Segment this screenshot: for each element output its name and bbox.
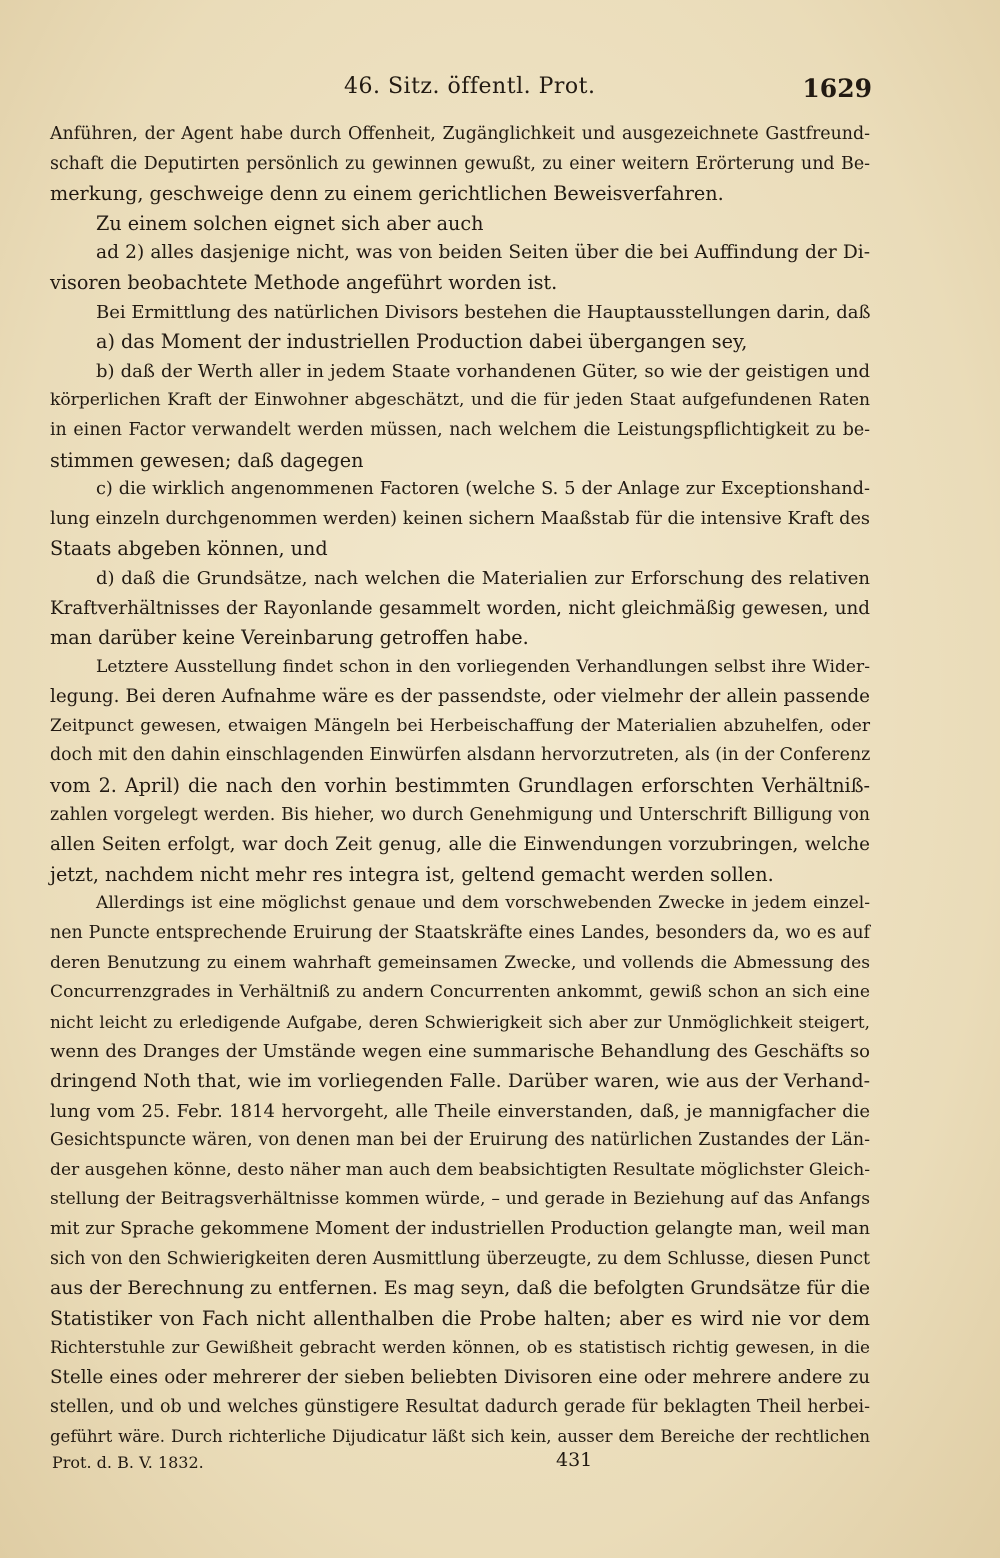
text-line: dringend Noth that, wie im vorliegenden Falle. Darüber waren, wie aus der Verhand- — [50, 1070, 870, 1092]
text-line: a) das Moment der industriellen Production dabei übergangen sey, — [96, 330, 748, 354]
text-line: jetzt, nachdem nicht mehr res integra ist, geltend gemacht werden sollen. — [50, 862, 774, 886]
text-line: ad 2) alles dasjenige nicht, was von beiden Seiten über die bei Auffindung der Di- — [96, 242, 870, 264]
text-line: c) die wirklich angenommenen Factoren (welche S. 5 der Anlage zur Exceptionshand- — [96, 479, 870, 500]
page-footer — [52, 1449, 872, 1475]
text-line: lung vom 25. Febr. 1814 hervorgeht, alle Theile einverstanden, daß, je mannigfacher die — [50, 1100, 870, 1122]
text-line: merkung, geschweige denn zu einem gerichtlichen Beweisverfahren. — [50, 182, 724, 206]
text-line: allen Seiten erfolgt, war doch Zeit genug, alle die Einwendungen vorzubringen, welche — [50, 834, 870, 856]
text-line: stellen, und ob und welches günstigere Resultat dadurch gerade für beklagten Theil herbei- — [50, 1396, 870, 1417]
text-line: körperlichen Kraft der Einwohner abgeschätzt, und die für jeden Staat aufgefundenen Raten — [50, 390, 870, 411]
text-line: Concurrenzgrades in Verhältniß zu andern Concurrenten ankommt, gewiß schon an sich eine — [50, 982, 870, 1003]
page-header — [52, 74, 872, 106]
text-line: Statistiker von Fach nicht allenthalben die Probe halten; aber es wird nie vor dem — [50, 1306, 870, 1330]
text-line: man darüber keine Vereinbarung getroffen habe. — [50, 626, 529, 650]
text-line: Gesichtspuncte wären, von denen man bei der Eruirung des natürlichen Zustandes der Län- — [50, 1130, 870, 1151]
text-line: lung einzeln durchgenommen werden) keinen sichern Maaßstab für die intensive Kraft des — [50, 508, 870, 529]
text-line: der ausgehen könne, desto näher man auch dem beabsichtigten Resultate möglichster Gleich- — [50, 1159, 870, 1180]
text-line: Stelle eines oder mehrerer der sieben beliebten Divisoren eine oder mehrere andere zu — [50, 1366, 870, 1388]
text-line: b) daß der Werth aller in jedem Staate vorhandenen Güter, so wie der geistigen und — [96, 360, 870, 382]
text-line: mit zur Sprache gekommene Moment der industriellen Production gelangte man, weil man — [50, 1218, 870, 1239]
text-line: Anführen, der Agent habe durch Offenheit, Zugänglichkeit und ausgezeichnete Gastfreund- — [50, 124, 870, 144]
text-line: nen Puncte entsprechende Eruirung der Staatskräfte eines Landes, besonders da, wo es auf — [50, 923, 870, 944]
text-line: d) daß die Grundsätze, nach welchen die Materialien zur Erforschung des relativen — [96, 567, 870, 589]
text-line: schaft die Deputirten persönlich zu gewinnen gewußt, zu einer weitern Erörterung und Be- — [50, 153, 870, 174]
text-line: stimmen gewesen; daß dagegen — [50, 448, 364, 472]
text-line: doch mit den dahin einschlagenden Einwürfen alsdann hervorzutreten, als (in der Conferenz — [50, 745, 871, 766]
text-line: Letztere Ausstellung findet schon in den vorliegenden Verhandlungen selbst ihre Wider- — [96, 656, 870, 677]
body-text — [50, 120, 870, 1452]
text-line: Zeitpunct gewesen, etwaigen Mängeln bei Herbeischaffung der Materialien abzuhelfen, oder — [50, 715, 870, 736]
text-line: Zu einem solchen eignet sich aber auch — [96, 211, 484, 235]
text-line: in einen Factor verwandelt werden müssen, nach welchem die Leistungspflichtigkeit zu be- — [50, 419, 870, 440]
text-line: Bei Ermittlung des natürlichen Divisors bestehen die Hauptausstellungen darin, daß — [96, 301, 871, 323]
text-line: geführt wäre. Durch richterliche Dijudicatur läßt sich kein, ausser dem Bereiche der rechtlichen — [50, 1427, 870, 1447]
signature-mark: Prot. d. B. V. 1832. — [52, 1453, 204, 1472]
text-line: vom 2. April) die nach den vorhin bestimmten Grundlagen erforschten Verhältniß- — [50, 774, 870, 798]
running-title: 46. Sitz. öffentl. Prot. — [344, 74, 596, 99]
text-line: deren Benutzung zu einem wahrhaft gemeinsamen Zwecke, und vollends die Abmessung des — [50, 952, 870, 973]
text-line: nicht leicht zu erledigende Aufgabe, deren Schwierigkeit sich aber zur Unmöglichkeit steigert, — [50, 1011, 870, 1032]
text-line: zahlen vorgelegt werden. Bis hieher, wo durch Genehmigung und Unterschrift Billigung von — [50, 804, 870, 825]
text-line: Staats abgeben können, und — [50, 537, 328, 561]
text-line: stellung der Beitragsverhältnisse kommen würde, – und gerade in Beziehung auf das Anfangs — [50, 1189, 870, 1210]
text-line: legung. Bei deren Aufnahme wäre es der passendste, oder vielmehr der allein passende — [50, 686, 870, 708]
text-line: Kraftverhältnisses der Rayonlande gesammelt worden, nicht gleichmäßig gewesen, und — [50, 597, 870, 619]
text-line: aus der Berechnung zu entfernen. Es mag seyn, daß die befolgten Grundsätze für die — [50, 1277, 871, 1300]
text-line: wenn des Dranges der Umstände wegen eine summarische Behandlung des Geschäfts so — [50, 1041, 870, 1063]
text-line: visoren beobachtete Methode angeführt worden ist. — [50, 270, 558, 294]
text-line: Allerdings ist eine möglichst genaue und dem vorschwebenden Zwecke in jedem einzel- — [96, 893, 870, 914]
text-line: sich von den Schwierigkeiten deren Ausmittlung überzeugte, zu dem Schlusse, diesen Punct — [50, 1248, 870, 1269]
page-number: 1629 — [802, 74, 872, 103]
text-line: Richterstuhle zur Gewißheit gebracht werden können, ob es statistisch richtig gewesen, in die — [50, 1337, 870, 1358]
sheet-number: 431 — [556, 1449, 593, 1471]
